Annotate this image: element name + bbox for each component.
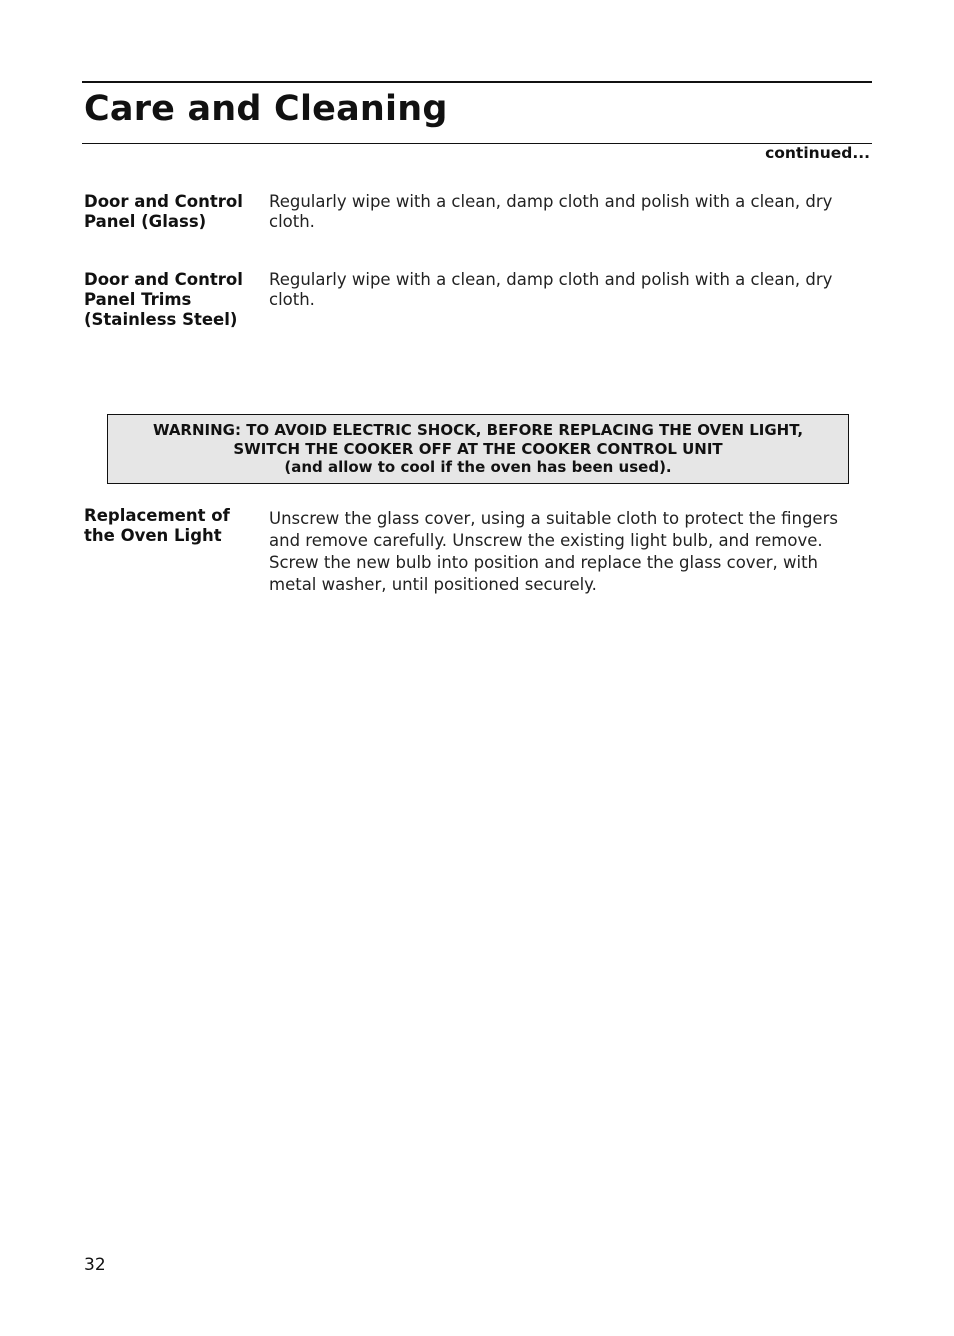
section-heading (84, 270, 259, 330)
section-heading-line: Door and Control (84, 270, 243, 289)
page-title: Care and Cleaning (84, 89, 448, 129)
section-heading-line: Door and Control (84, 192, 243, 211)
warning-line: (and allow to cool if the oven has been used). (284, 458, 672, 476)
section-heading-line: (Stainless Steel) (84, 310, 238, 329)
warning-box (107, 414, 849, 484)
continued-label: continued... (765, 144, 870, 162)
section-body: Unscrew the glass cover, using a suitable cloth to protect the fingers and remove carefully. Unscrew the existing light bulb, and remove. Screw the new bulb into position and replace the glass cover, with metal washer, until positioned securely. (269, 509, 838, 594)
section-heading-line: Replacement of (84, 506, 230, 525)
section-heading-line: Panel Trims (84, 290, 192, 309)
section-heading (84, 192, 259, 232)
warning-line: WARNING: TO AVOID ELECTRIC SHOCK, BEFORE REPLACING THE OVEN LIGHT, (152, 421, 804, 439)
header-top-rule (82, 81, 872, 83)
header-bottom-rule (82, 143, 872, 144)
section-body: Regularly wipe with a clean, damp cloth and polish with a clean, dry cloth. (269, 270, 833, 309)
section-heading (84, 506, 259, 546)
section-heading-line: Panel (Glass) (84, 212, 207, 231)
page-number: 32 (84, 1255, 106, 1275)
section-heading-line: the Oven Light (84, 526, 222, 545)
warning-line: SWITCH THE COOKER OFF AT THE COOKER CONTROL UNIT (233, 439, 723, 458)
section-body: Regularly wipe with a clean, damp cloth and polish with a clean, dry cloth. (269, 192, 833, 231)
